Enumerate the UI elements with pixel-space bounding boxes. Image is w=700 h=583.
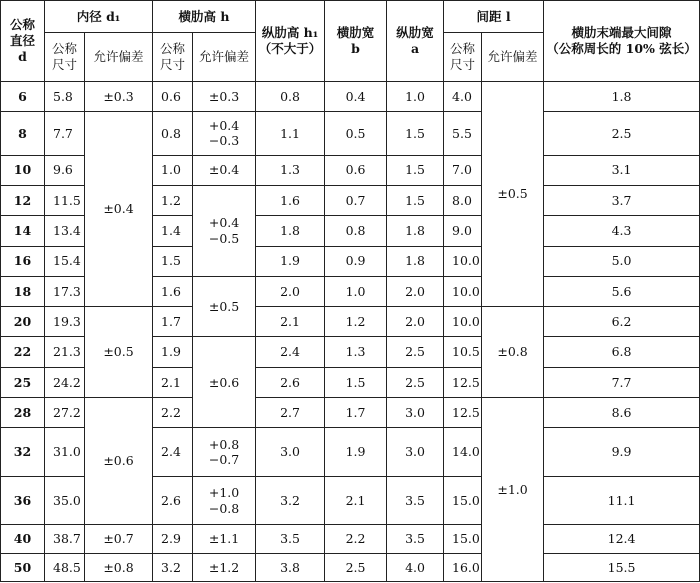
spacing-cell: 14.0 xyxy=(444,428,482,477)
long-rib-width-cell: 3.0 xyxy=(387,398,444,428)
header-rib-height: 横肋高 h xyxy=(153,1,256,33)
table-row xyxy=(1,398,700,428)
spacing-cell: 15.0 xyxy=(444,525,482,553)
header-h-tolerance: 允许偏差 xyxy=(193,33,256,82)
long-rib-height-cell: 2.1 xyxy=(256,307,325,337)
rib-height-cell: 2.9 xyxy=(153,525,193,553)
long-rib-width-cell: 1.8 xyxy=(387,246,444,276)
long-rib-height-cell: 1.8 xyxy=(256,216,325,246)
spacing-cell: 9.0 xyxy=(444,216,482,246)
rib-height-cell: 2.4 xyxy=(153,428,193,477)
max-gap-cell: 12.4 xyxy=(544,525,700,553)
rib-height-tolerance-cell: +0.4 −0.5 xyxy=(193,185,256,276)
table-row xyxy=(1,525,700,553)
nominal-diameter-cell: 50 xyxy=(1,553,45,581)
nominal-diameter-cell: 12 xyxy=(1,185,45,215)
inner-diameter-cell: 27.2 xyxy=(45,398,85,428)
spacing-cell: 12.5 xyxy=(444,398,482,428)
header-l-nominal-size: 公称 尺寸 xyxy=(444,33,482,82)
table-row xyxy=(1,112,700,155)
rib-width-cell: 0.8 xyxy=(325,216,387,246)
rib-height-tolerance-cell: ±1.1 xyxy=(193,525,256,553)
table-row xyxy=(1,307,700,337)
rib-height-cell: 0.6 xyxy=(153,81,193,111)
inner-diameter-cell: 48.5 xyxy=(45,553,85,581)
inner-diameter-cell: 7.7 xyxy=(45,112,85,155)
spacing-tolerance-cell: ±1.0 xyxy=(482,398,544,582)
rib-height-cell: 0.8 xyxy=(153,112,193,155)
max-gap-cell: 7.7 xyxy=(544,367,700,397)
inner-diameter-cell: 35.0 xyxy=(45,476,85,525)
inner-diameter-cell: 21.3 xyxy=(45,337,85,367)
rib-width-cell: 2.5 xyxy=(325,553,387,581)
long-rib-width-cell: 2.0 xyxy=(387,307,444,337)
rib-height-tolerance-cell: ±0.5 xyxy=(193,276,256,337)
rib-height-cell: 1.7 xyxy=(153,307,193,337)
spacing-cell: 15.0 xyxy=(444,476,482,525)
header-d1-nominal-size: 公称 尺寸 xyxy=(45,33,85,82)
header-nominal-diameter: 公称 直径 d xyxy=(1,1,45,82)
rib-height-tolerance-cell: +1.0 −0.8 xyxy=(193,476,256,525)
header-spacing: 间距 l xyxy=(444,1,544,33)
inner-diameter-cell: 24.2 xyxy=(45,367,85,397)
nominal-diameter-cell: 10 xyxy=(1,155,45,185)
long-rib-width-cell: 1.8 xyxy=(387,216,444,246)
nominal-diameter-cell: 14 xyxy=(1,216,45,246)
long-rib-width-cell: 1.5 xyxy=(387,155,444,185)
nominal-diameter-cell: 22 xyxy=(1,337,45,367)
spacing-tolerance-cell: ±0.5 xyxy=(482,81,544,306)
nominal-diameter-cell: 20 xyxy=(1,307,45,337)
inner-diameter-tolerance-cell: ±0.7 xyxy=(85,525,153,553)
inner-diameter-cell: 9.6 xyxy=(45,155,85,185)
nominal-diameter-cell: 6 xyxy=(1,81,45,111)
spacing-cell: 10.0 xyxy=(444,276,482,306)
long-rib-height-cell: 2.7 xyxy=(256,398,325,428)
rib-height-cell: 2.2 xyxy=(153,398,193,428)
spacing-cell: 7.0 xyxy=(444,155,482,185)
max-gap-cell: 2.5 xyxy=(544,112,700,155)
rib-width-cell: 0.9 xyxy=(325,246,387,276)
long-rib-height-cell: 2.4 xyxy=(256,337,325,367)
long-rib-width-cell: 2.5 xyxy=(387,367,444,397)
long-rib-height-cell: 3.8 xyxy=(256,553,325,581)
long-rib-width-cell: 3.5 xyxy=(387,525,444,553)
long-rib-width-cell: 2.0 xyxy=(387,276,444,306)
nominal-diameter-cell: 25 xyxy=(1,367,45,397)
rib-height-cell: 1.0 xyxy=(153,155,193,185)
max-gap-cell: 9.9 xyxy=(544,428,700,477)
nominal-diameter-cell: 8 xyxy=(1,112,45,155)
nominal-diameter-cell: 18 xyxy=(1,276,45,306)
rib-height-cell: 2.6 xyxy=(153,476,193,525)
table-row xyxy=(1,553,700,581)
nominal-diameter-cell: 28 xyxy=(1,398,45,428)
spacing-cell: 10.0 xyxy=(444,246,482,276)
inner-diameter-tolerance-cell: ±0.3 xyxy=(85,81,153,111)
rib-height-cell: 1.5 xyxy=(153,246,193,276)
rib-width-cell: 0.7 xyxy=(325,185,387,215)
inner-diameter-cell: 5.8 xyxy=(45,81,85,111)
inner-diameter-tolerance-cell: ±0.4 xyxy=(85,112,153,307)
inner-diameter-cell: 17.3 xyxy=(45,276,85,306)
nominal-diameter-cell: 40 xyxy=(1,525,45,553)
inner-diameter-cell: 19.3 xyxy=(45,307,85,337)
inner-diameter-cell: 13.4 xyxy=(45,216,85,246)
long-rib-height-cell: 1.1 xyxy=(256,112,325,155)
header-max-gap: 横肋末端最大间隙 （公称周长的 10% 弦长） xyxy=(544,1,700,82)
rib-height-tolerance-cell: ±0.4 xyxy=(193,155,256,185)
long-rib-width-cell: 1.5 xyxy=(387,112,444,155)
spacing-cell: 10.5 xyxy=(444,337,482,367)
spacing-cell: 10.0 xyxy=(444,307,482,337)
rib-width-cell: 1.2 xyxy=(325,307,387,337)
max-gap-cell: 3.7 xyxy=(544,185,700,215)
header-l-tolerance: 允许偏差 xyxy=(482,33,544,82)
long-rib-height-cell: 3.0 xyxy=(256,428,325,477)
header-rib-width: 横肋宽 b xyxy=(325,1,387,82)
max-gap-cell: 6.2 xyxy=(544,307,700,337)
table-row xyxy=(1,81,700,111)
rib-height-cell: 1.4 xyxy=(153,216,193,246)
rib-height-cell: 1.9 xyxy=(153,337,193,367)
spacing-cell: 12.5 xyxy=(444,367,482,397)
rib-width-cell: 0.4 xyxy=(325,81,387,111)
inner-diameter-tolerance-cell: ±0.6 xyxy=(85,398,153,525)
long-rib-height-cell: 3.5 xyxy=(256,525,325,553)
long-rib-height-cell: 1.3 xyxy=(256,155,325,185)
rib-width-cell: 0.6 xyxy=(325,155,387,185)
max-gap-cell: 4.3 xyxy=(544,216,700,246)
long-rib-width-cell: 1.0 xyxy=(387,81,444,111)
long-rib-height-cell: 1.6 xyxy=(256,185,325,215)
rib-height-cell: 3.2 xyxy=(153,553,193,581)
header-inner-diameter: 内径 d₁ xyxy=(45,1,153,33)
header-long-rib-height: 纵肋高 h₁ （不大于） xyxy=(256,1,325,82)
long-rib-width-cell: 3.5 xyxy=(387,476,444,525)
long-rib-height-cell: 3.2 xyxy=(256,476,325,525)
inner-diameter-tolerance-cell: ±0.5 xyxy=(85,307,153,398)
max-gap-cell: 1.8 xyxy=(544,81,700,111)
max-gap-cell: 15.5 xyxy=(544,553,700,581)
rib-height-cell: 1.2 xyxy=(153,185,193,215)
max-gap-cell: 8.6 xyxy=(544,398,700,428)
inner-diameter-cell: 11.5 xyxy=(45,185,85,215)
nominal-diameter-cell: 36 xyxy=(1,476,45,525)
nominal-diameter-cell: 32 xyxy=(1,428,45,477)
max-gap-cell: 3.1 xyxy=(544,155,700,185)
inner-diameter-cell: 15.4 xyxy=(45,246,85,276)
inner-diameter-cell: 38.7 xyxy=(45,525,85,553)
rib-height-tolerance-cell: +0.8 −0.7 xyxy=(193,428,256,477)
rib-width-cell: 2.1 xyxy=(325,476,387,525)
max-gap-cell: 5.6 xyxy=(544,276,700,306)
rib-width-cell: 1.9 xyxy=(325,428,387,477)
rib-height-tolerance-cell: +0.4 −0.3 xyxy=(193,112,256,155)
rib-height-tolerance-cell: ±1.2 xyxy=(193,553,256,581)
spacing-cell: 16.0 xyxy=(444,553,482,581)
rib-height-cell: 2.1 xyxy=(153,367,193,397)
rib-height-cell: 1.6 xyxy=(153,276,193,306)
max-gap-cell: 5.0 xyxy=(544,246,700,276)
spacing-cell: 4.0 xyxy=(444,81,482,111)
long-rib-width-cell: 4.0 xyxy=(387,553,444,581)
rib-height-tolerance-cell: ±0.3 xyxy=(193,81,256,111)
rib-height-tolerance-cell: ±0.6 xyxy=(193,337,256,428)
max-gap-cell: 11.1 xyxy=(544,476,700,525)
rib-width-cell: 2.2 xyxy=(325,525,387,553)
spacing-cell: 5.5 xyxy=(444,112,482,155)
long-rib-width-cell: 1.5 xyxy=(387,185,444,215)
long-rib-width-cell: 3.0 xyxy=(387,428,444,477)
long-rib-height-cell: 2.6 xyxy=(256,367,325,397)
rib-width-cell: 1.5 xyxy=(325,367,387,397)
header-d1-tolerance: 允许偏差 xyxy=(85,33,153,82)
spacing-tolerance-cell: ±0.8 xyxy=(482,307,544,398)
rib-width-cell: 1.7 xyxy=(325,398,387,428)
nominal-diameter-cell: 16 xyxy=(1,246,45,276)
header-long-rib-width: 纵肋宽 a xyxy=(387,1,444,82)
rib-width-cell: 1.0 xyxy=(325,276,387,306)
spacing-cell: 8.0 xyxy=(444,185,482,215)
long-rib-height-cell: 2.0 xyxy=(256,276,325,306)
long-rib-width-cell: 2.5 xyxy=(387,337,444,367)
long-rib-height-cell: 1.9 xyxy=(256,246,325,276)
header-h-nominal-size: 公称 尺寸 xyxy=(153,33,193,82)
inner-diameter-cell: 31.0 xyxy=(45,428,85,477)
max-gap-cell: 6.8 xyxy=(544,337,700,367)
inner-diameter-tolerance-cell: ±0.8 xyxy=(85,553,153,581)
rib-width-cell: 0.5 xyxy=(325,112,387,155)
long-rib-height-cell: 0.8 xyxy=(256,81,325,111)
rib-width-cell: 1.3 xyxy=(325,337,387,367)
